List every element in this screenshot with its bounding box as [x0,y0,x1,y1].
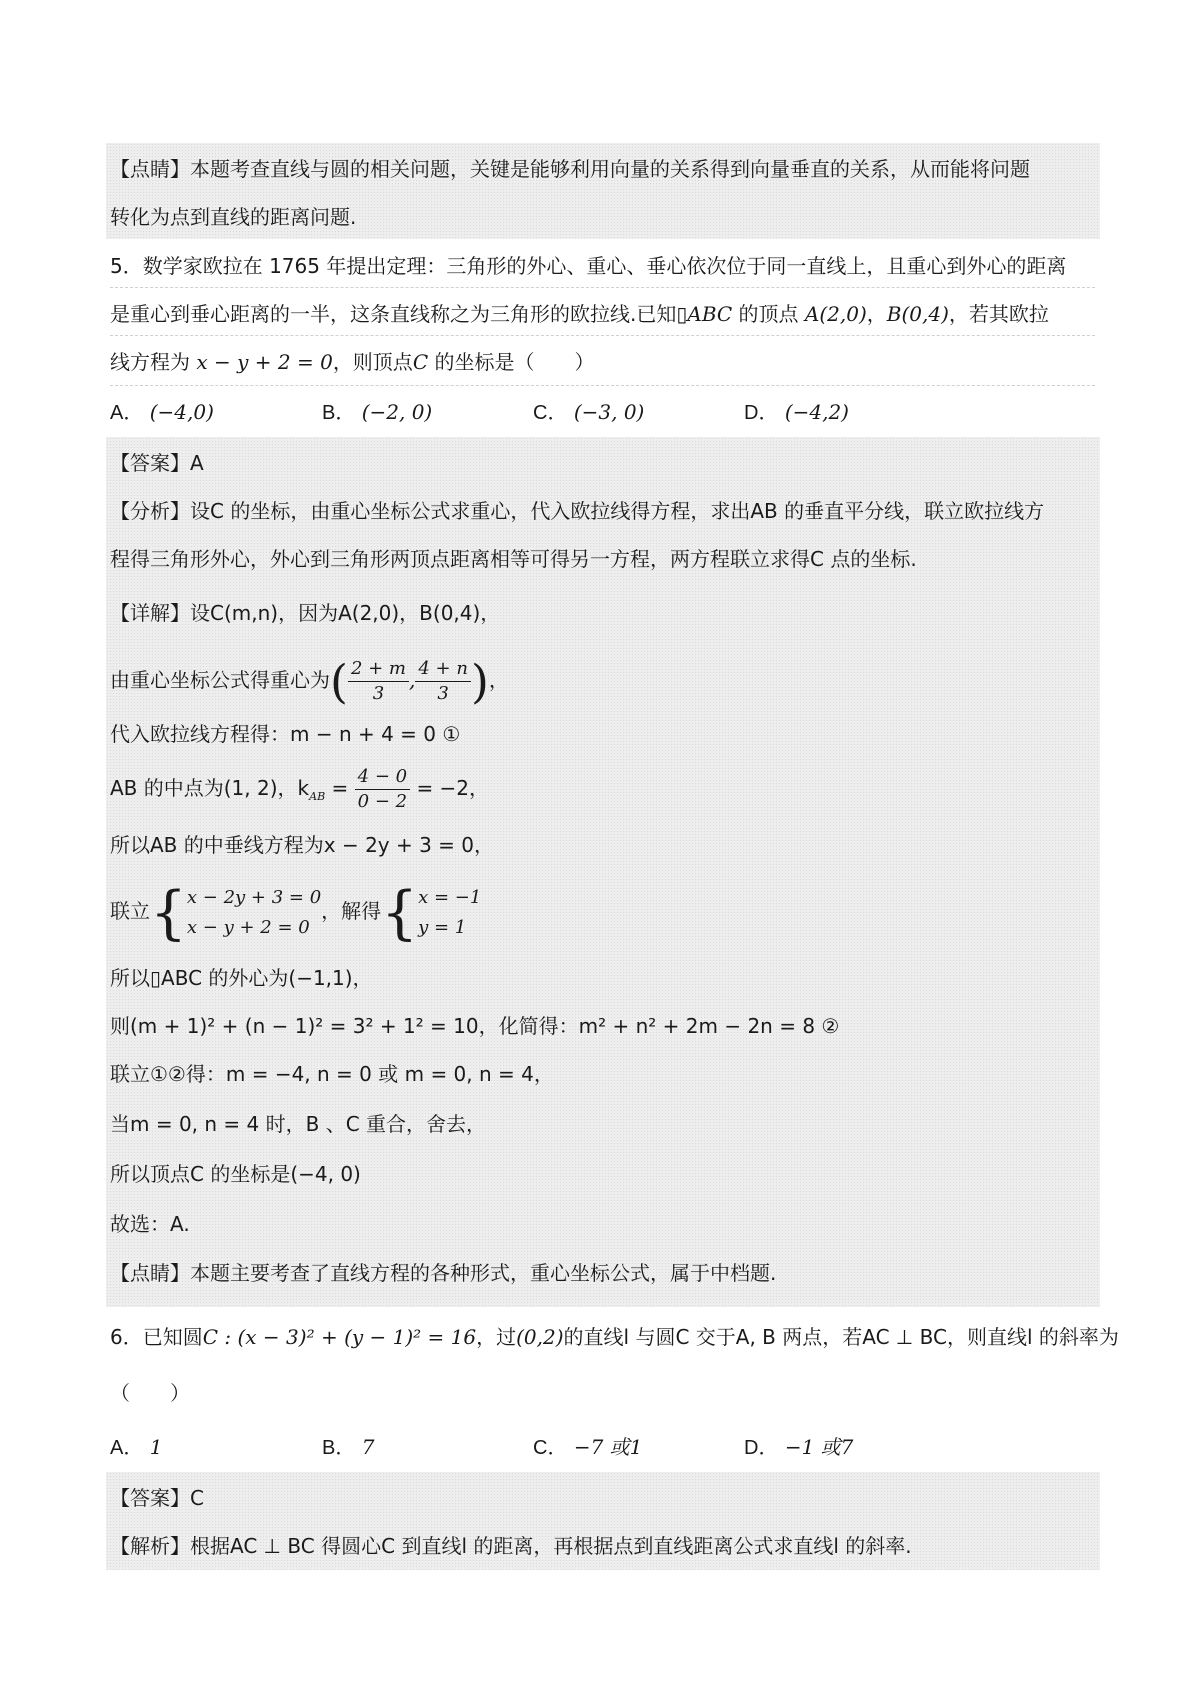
q6-option-d: D． −1 或7 [744,1435,854,1459]
brace: { [381,878,419,947]
q5-line-3 [110,348,594,376]
q5-distance-eq: 则(m + 1)² + (n − 1)² = 3² + 1² = 10，化简得：m² + n² + 2m − 2n = 8 ② [110,1014,840,1038]
q5-point-b: B(0,4) [886,302,949,326]
q5-discard: 当m = 0, n = 4 时，B 、C 重合，舍去， [110,1112,487,1136]
q5-perpendicular: 所以AB 的中垂线方程为x − 2y + 3 = 0， [110,833,495,857]
q6-circle-equation: C : (x − 3)² + (y − 1)² = 16 [202,1325,477,1349]
slope-suffix: = −2， [416,776,490,800]
fraction: $\frac{2 + m}{3}$ [348,657,409,706]
q6-analysis: 【解析】根据AC ⊥ BC 得圆心C 到直线l 的距离，再根据点到直线距离公式求直线l 的斜率. [110,1534,912,1558]
system-text: ，解得 [321,899,382,923]
q5-option-c: C． (−3, 0) [533,400,645,424]
comment-line-1: 【点睛】本题考查直线与圆的相关问题，关键是能够利用向量的关系得到向量垂直的关系，从而能将问题 [110,157,1030,181]
q5-option-a: A． (−4,0) [110,400,214,424]
q5-triangle: ABC [687,302,733,326]
equation-system: x − 2y + 3 = 0 x − y + 2 = 0 [186,886,322,938]
triangle-symbol: ▯ [150,966,162,990]
q6-point: (0,2) [516,1325,564,1349]
q6-option-b: B． 7 [322,1435,375,1459]
q5-combine: 联立①②得：m = −4, n = 0 或 m = 0, n = 4， [110,1062,554,1086]
q6-option-a: A． 1 [110,1435,163,1459]
q5-euler-line: x − y + 2 = 0 [196,350,333,374]
q5-detail-1: 【详解】设C(m,n)，因为A(2,0)，B(0,4)， [110,601,501,625]
divider [110,287,1095,288]
q5-result: 所以顶点C 的坐标是(−4, 0) [110,1162,361,1186]
solution-system: x = −1 y = 1 [418,886,482,938]
q5-text: 的坐标是（ ） [428,350,595,374]
slope-subscript: AB [309,790,326,803]
divider [110,335,1095,336]
q5-midpoint: AB 的中点为(1, 2)，$k_{AB}$ = $\frac{4 - 0}{0 - 2}$ = −2， [110,766,490,812]
q5-choose: 故选：A. [110,1212,190,1236]
fraction: $\frac{4 + n}{3}$ [415,657,471,706]
q6-line-2: （ ） [110,1381,190,1405]
q5-line-2 [110,300,1049,328]
q5-point-a: A(2,0) [804,302,867,326]
centroid-suffix: ， [488,668,509,692]
q5-euler-equation: 代入欧拉线方程得：m − n + 4 = 0 ① [110,722,461,746]
fraction: $\frac{4 - 0}{0 - 2}$ [355,765,410,814]
q5-var-c: C [412,350,429,374]
q5-text: 的顶点 [732,302,805,326]
q5-option-d: D． (−4,2) [744,400,849,424]
q6-answer: 【答案】C [110,1486,204,1510]
q5-text: ， [866,302,887,326]
system-text: 联立 [110,899,150,923]
q6-option-c: C． −7 或1 [533,1435,643,1459]
q5-text: 线方程为 [110,350,197,374]
q5-analysis-2: 程得三角形外心，外心到三角形两顶点距离相等可得另一方程，两方程联立求得C 点的坐标. [110,547,917,571]
q5-text: ，则顶点 [332,350,413,374]
brace: { [150,878,187,947]
q5-comment: 【点睛】本题主要考查了直线方程的各种形式，重心坐标公式，属于中档题. [110,1261,777,1285]
paren-open: ( [330,654,348,709]
q6-line-1: 6．已知圆C : (x − 3)² + (y − 1)² = 16，过(0,2)的直线l 与圆C 交于A, B 两点，若AC ⊥ BC，则直线l 的斜率为 [110,1325,1119,1349]
q5-analysis-1: 【分析】设C 的坐标，由重心坐标公式求重心，代入欧拉线得方程，求出AB 的垂直平分线，联立欧拉线方 [110,499,1045,523]
q5-circumcenter: 所以▯ABC 的外心为(−1,1)， [110,966,373,990]
triangle-symbol: ▯ [676,302,688,326]
q5-centroid: 由重心坐标公式得重心为( $\frac{2 + m}{3}$ , $\frac{4 + n}{3}$ )， [110,654,509,709]
q5-text: ，若其欧拉 [948,302,1049,326]
comment-line-2: 转化为点到直线的距离问题. [110,205,357,229]
q5-system [110,876,481,946]
q5-option-b: B． (−2, 0) [322,400,433,424]
midpoint-text: AB 的中点为(1, 2)，k [110,776,310,800]
divider [110,385,1095,386]
q5-text: 是重心到垂心距离的一半，这条直线称之为三角形的欧拉线.已知 [110,302,677,326]
centroid-text: 由重心坐标公式得重心为 [110,668,330,692]
q5-answer: 【答案】A [110,451,204,475]
q5-line-1: 5．数学家欧拉在 1765 年提出定理：三角形的外心、重心、垂心依次位于同一直线上，且重心到外心的距离 [110,254,1067,278]
paren-close: ) [470,654,489,709]
